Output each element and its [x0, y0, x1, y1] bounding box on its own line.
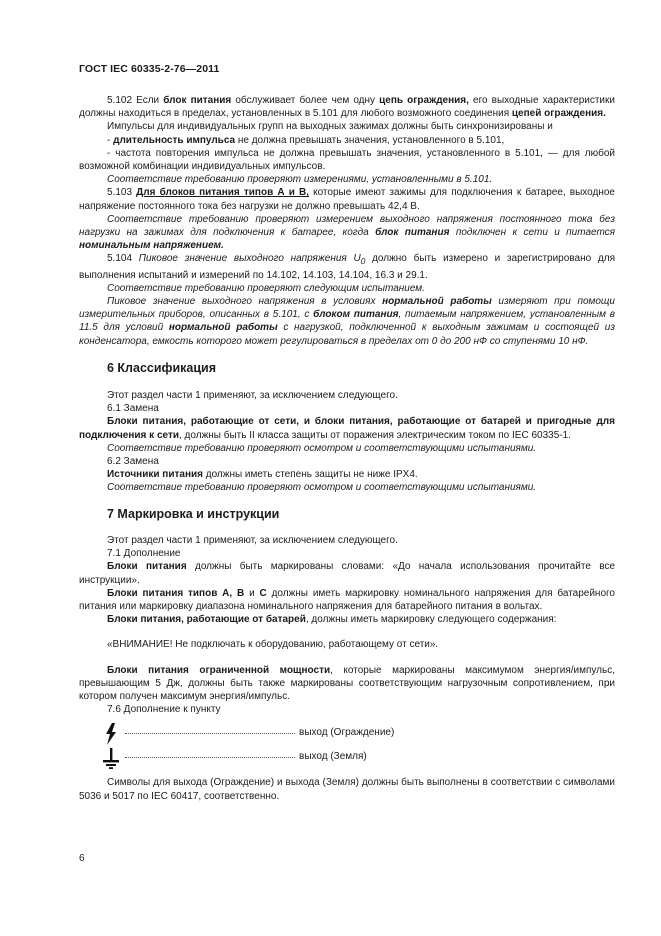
- text: должны иметь степень защиты не ниже IPX4.: [202, 469, 418, 481]
- spacer: [79, 652, 615, 664]
- term: Источники питания: [107, 469, 203, 481]
- clause-5-102: [79, 94, 615, 120]
- text: измеряют при помощи измерительных приборов, описанных в 5.101, с: [79, 296, 615, 321]
- clause-6-2: [79, 468, 615, 481]
- text: 5.102 Если: [107, 95, 164, 106]
- list-item: - частота повторения импульса не должна превышать значения, установленного в 5.101, — для любой возможной комбинации индивидуальных импульсов.: [79, 147, 615, 173]
- document-body: [79, 94, 615, 803]
- leader-dots: [125, 757, 295, 758]
- subscript: 0: [360, 256, 366, 267]
- earth-ground-icon: [103, 747, 119, 769]
- text: , которые маркированы максимумом энергия/импульс, превышающим 5 Дж, должны быть также маркированы соответствующим нагрузочным сопротивлением, при котором получен максимум энергия/импульс.: [79, 664, 615, 702]
- warning-text: «ВНИМАНИЕ! Не подключать к оборудованию, работающему от сети».: [107, 639, 439, 651]
- term: номинальным напряжением.: [79, 240, 224, 252]
- symbol-label: выход (Земля): [299, 751, 367, 763]
- text: его выходные характеристики должны находиться в пределах, установленных в 5.101 для любого возможного соединения: [79, 95, 615, 120]
- text: должны иметь маркировку номинального напряжения для батарейного питания или маркировку диапазона номинального напряжения для батарейного питания в вольтах.: [79, 587, 615, 612]
- clause-6-1: [79, 415, 615, 441]
- compliance-check: [79, 213, 615, 253]
- clause-title: 6.2 Замена: [107, 456, 159, 468]
- text: подключен к сети и питается: [449, 227, 616, 239]
- clause-7-6-p: Символы для выхода (Ограждение) и выхода (Земля) должны быть выполнены в соответствии с символами 5036 и 5017 по IEC 60417, соответственно.: [79, 777, 615, 802]
- page-number: 6: [79, 853, 85, 864]
- clause-5-103: [79, 186, 615, 212]
- term: Для блоков питания типов А и В,: [136, 187, 309, 199]
- term: блок питания: [163, 95, 232, 106]
- section-intro: Этот раздел части 1 применяют, за исключением следующего.: [107, 534, 398, 546]
- section-intro: Этот раздел части 1 применяют, за исключением следующего.: [107, 390, 398, 402]
- term: С: [259, 587, 267, 599]
- section-6-heading: 6 Классификация: [107, 360, 217, 375]
- term: блок питания: [375, 227, 450, 239]
- text: не должна превышать значения, установленного в 5.101,: [235, 134, 505, 146]
- term: цепей ограждения.: [511, 108, 606, 120]
- text: которые имеют зажимы для подключения к батарее, выходное напряжение постоянного тока без нагрузки не должно превышать 42,4 В.: [79, 187, 615, 212]
- term: Блоки питания: [107, 561, 187, 573]
- paragraph: Импульсы для индивидуальных групп на выходных зажимах должны быть синхронизированы и: [107, 121, 553, 133]
- text: , питаемым напряжением, установленным в 11.5 для условий: [79, 309, 615, 334]
- text: с нагрузкой, подключенной к выходным зажимам и состоящей из конденсатора, емкость которого может регулироваться в пределах от 0 до 200 нФ со ступенями 10 нФ.: [79, 322, 615, 347]
- term: нормальной работы: [168, 322, 278, 334]
- clause-5-104: [79, 252, 615, 281]
- spacer: [79, 626, 615, 638]
- clause-title: 7.6 Дополнение к пункту: [107, 704, 221, 716]
- compliance-check: Соответствие требованию проверяют осмотром и соответствующими испытаниями.: [107, 482, 537, 494]
- term: Блоки питания, работающие от сети, и блоки питания, работающие от батарей и пригодные для подключения к сети: [79, 416, 615, 441]
- term: блоком питания: [313, 309, 399, 321]
- clause-7-1-p1: [79, 560, 615, 586]
- text: Пиковое значение выходного напряжения U: [138, 253, 361, 265]
- term: Блоки питания, работающие от батарей: [107, 614, 306, 626]
- lightning-bolt-icon: [103, 723, 119, 745]
- text: должны быть маркированы словами: «До начала использования прочитайте все инструкции».: [79, 561, 616, 586]
- term: Блоки питания типов А, В: [107, 587, 245, 599]
- compliance-check: Соответствие требованию проверяют измерениями, установленными в 5.101.: [107, 174, 493, 186]
- text: -: [107, 134, 114, 146]
- list-item: [79, 134, 615, 147]
- text: 5.104: [107, 253, 139, 265]
- text: обслуживает более чем одну: [231, 95, 380, 106]
- text: Соответствие требованию проверяют измерением выходного напряжения постоянного тока без нагрузки на зажимах для подключения к батарее, когда: [79, 213, 615, 239]
- compliance-check: Соответствие требованию проверяют следующим испытанием.: [107, 282, 425, 294]
- leader-dots: [125, 733, 295, 734]
- clause-7-1-p2: [79, 587, 615, 613]
- term: Блоки питания ограниченной мощности: [107, 664, 331, 676]
- test-description: [79, 295, 615, 348]
- term: цепь ограждения,: [379, 95, 469, 106]
- document-header: ГОСТ IEC 60335-2-76—2011: [79, 63, 220, 75]
- clause-7-1-p3: [79, 613, 615, 626]
- clause-title: 6.1 Замена: [107, 403, 159, 415]
- clause-title: 7.1 Дополнение: [107, 548, 181, 560]
- symbol-row-fence: [79, 722, 615, 746]
- clause-7-1-p4: [79, 664, 615, 704]
- section-7-heading: 7 Маркировка и инструкции: [107, 506, 280, 521]
- term: длительность импульса: [113, 134, 236, 146]
- text: Пиковое значение выходного напряжения в условиях: [107, 296, 383, 308]
- text: , должны быть II класса защиты от поражения электрическим током по IEC 60335-1.: [179, 429, 571, 441]
- text: , должны иметь маркировку следующего содержания:: [305, 614, 557, 626]
- symbol-row-earth: [79, 746, 615, 770]
- text: 5.103: [107, 187, 137, 199]
- compliance-check: Соответствие требованию проверяют осмотром и соответствующими испытаниями.: [107, 442, 537, 454]
- term: нормальной работы: [382, 296, 492, 308]
- text: и: [244, 587, 260, 599]
- text: должно быть измерено и зарегистрировано для выполнения испытаний и измерений по 14.102, 14.103, 14.104, 16.3 и 29.1.: [79, 253, 615, 281]
- symbol-label: выход (Ограждение): [299, 727, 395, 739]
